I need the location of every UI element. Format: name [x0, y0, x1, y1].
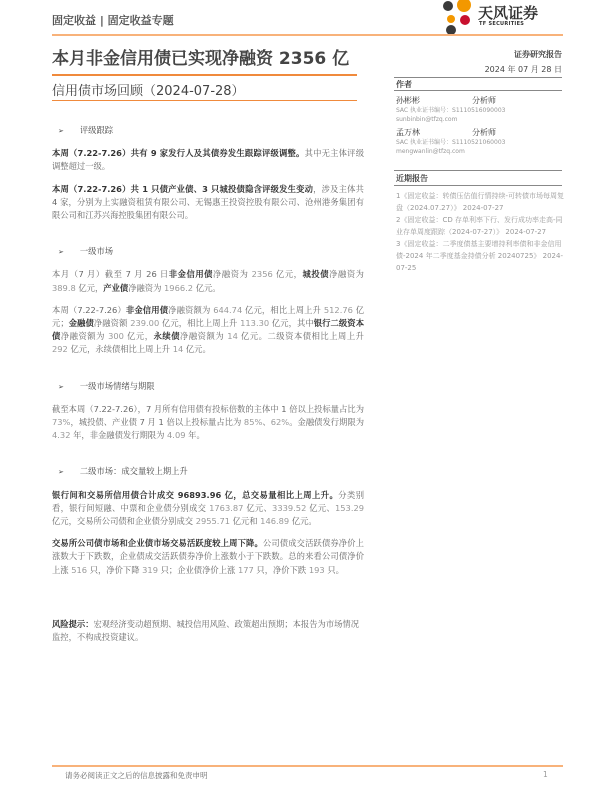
spacer	[52, 451, 364, 465]
text-segment: 亿元，相比上周上升	[242, 304, 324, 315]
author-role: 分析师	[472, 128, 496, 137]
spacer	[52, 366, 364, 380]
text-segment: 年，非金融债发行期限为	[70, 430, 168, 441]
text-segment: 净融资额为	[60, 331, 109, 342]
sidebar-divider	[394, 77, 562, 78]
company-logo	[440, 0, 570, 32]
report-date: 2024 年 07 月 28 日	[484, 65, 562, 74]
author-card	[396, 95, 566, 124]
number-text: 62%	[270, 417, 290, 428]
bold-text: 交易所公司债市场和企业债市场交易活跃度较上周下降。	[52, 538, 263, 549]
page-number: 1	[543, 770, 548, 779]
sidebar-divider	[394, 170, 562, 171]
text-segment: 本周（7.22-7.26）	[52, 304, 126, 315]
report-body	[52, 124, 364, 600]
number-text: 239.00	[130, 318, 160, 329]
recent-report-item[interactable]: 3《固定收益：二季度债基主要增持利率债和非金信用债-2024 年二季度基金持债分析 20240725》 2024-07-25	[396, 240, 563, 272]
spacer	[52, 586, 364, 600]
section-heading	[58, 465, 364, 479]
text-segment: 截至本周（7.22-7.26），7 月所有信用债有投标倍数的主体中 1 倍以上投标量占比为	[52, 403, 364, 414]
text-segment: ，城投债、产业债 7 月 1 倍以上投标量占比为	[70, 417, 244, 428]
section-heading	[58, 245, 364, 259]
text-segment: 、	[262, 417, 271, 428]
bold-text: 银行二级资本债	[52, 318, 364, 342]
author-email[interactable]: mengwanlin@tfzq.com	[396, 148, 465, 155]
text-segment: 亿元，	[75, 282, 104, 293]
number-text: 389.8	[52, 282, 76, 293]
paragraph	[52, 268, 364, 294]
sidebar-divider	[394, 185, 562, 186]
subtitle-underline	[52, 100, 357, 101]
number-text: 73%	[52, 417, 71, 428]
number-text: 292	[52, 344, 68, 355]
text-segment: 亿元，其中	[269, 318, 314, 329]
section-heading-text: 一级市场	[79, 246, 114, 257]
section-heading-text: 一级市场情绪与期限	[79, 380, 155, 391]
section-heading	[58, 124, 364, 138]
text-segment: 亿元。	[289, 516, 317, 527]
text-segment: 只，净价下跌	[253, 564, 309, 575]
text-segment: 亿元，	[272, 269, 303, 280]
number-text: 177	[237, 564, 254, 575]
risk-warning	[52, 618, 364, 644]
bullet-arrow-icon: ➢	[58, 248, 64, 257]
text-segment: 只。	[324, 564, 344, 575]
number-text: 4.32	[52, 430, 71, 441]
text-segment: 亿元，永续债相比上周上升	[67, 344, 173, 355]
section-heading	[58, 380, 364, 394]
number-text: 2356	[251, 269, 273, 280]
number-text: 512.76	[323, 304, 353, 315]
bullet-arrow-icon: ➢	[58, 127, 64, 135]
logo-subtext: TF SECURITIES	[479, 21, 525, 27]
number-text: 14	[227, 331, 238, 342]
risk-label: 风险提示：	[52, 619, 94, 629]
text-segment: 亿元，相比上周上升	[159, 318, 241, 329]
authors-heading: 作者	[396, 80, 412, 89]
bold-text: 银行间和交易所信用债合计成交 96893.96 亿，总交易量相比上周上升。	[52, 489, 339, 500]
text-segment: 净融资为	[213, 269, 252, 280]
section-heading-text: 二级市场：成交量较上期上升	[79, 466, 188, 477]
bold-text: 城投债	[302, 269, 330, 280]
number-text: 1966.2	[164, 282, 194, 293]
author-name: 孟万林	[396, 128, 420, 137]
text-segment: 净融资为	[128, 282, 165, 293]
number-text: 319	[142, 564, 158, 575]
text-segment: 其中无主体评级调整超过一级。	[52, 148, 364, 172]
text-segment: 亿元、	[306, 502, 335, 513]
text-segment: 亿元。	[193, 282, 221, 293]
number-text: 193	[308, 564, 325, 575]
paragraph	[52, 183, 364, 223]
author-sac: SAC 执业证书编号：S1110521060003	[396, 139, 506, 146]
text-segment: 亿元；	[52, 304, 364, 329]
text-segment: 净融资额	[93, 318, 131, 329]
paragraph	[52, 489, 364, 529]
footer-disclaimer: 请务必阅读正文之后的信息披露和免责申明	[65, 771, 208, 780]
text-segment: 分类别看，银行间短融、中票和企业债分别成交	[52, 489, 364, 513]
text-segment: 年。	[185, 430, 205, 441]
recent-reports-heading: 近期报告	[396, 174, 428, 183]
bold-text: 金融债	[68, 318, 94, 329]
number-text: 85%	[243, 417, 263, 428]
number-text: 153.29	[334, 502, 365, 513]
text-segment: 亿元，	[123, 331, 154, 342]
title-underline	[52, 74, 357, 76]
paragraph	[52, 403, 364, 443]
text-segment: 本月（7 月）截至 7 月 26 日	[52, 269, 169, 280]
header-divider	[52, 34, 563, 36]
section-heading-text: 评级跟踪	[79, 125, 114, 135]
text-segment: 亿元和	[230, 516, 261, 527]
text-segment: 。金融债发行期限为	[289, 417, 364, 428]
logo-mark-icon	[440, 0, 476, 34]
text-segment: 亿元。二级资本债相比上周上升	[237, 331, 364, 342]
recent-report-item[interactable]: 1《固定收益：转债压估值行情持续-可转债市场每周复盘（2024.07.27）》 2024-07-27	[396, 192, 564, 212]
recent-reports-list	[396, 190, 564, 274]
spacer	[52, 231, 364, 245]
bullet-arrow-icon: ➢	[58, 468, 64, 477]
paragraph	[52, 147, 364, 173]
text-segment: ，涉及主体共 4 家，分别为上实融资租赁有限公司、无锡惠王投资控股有限公司、沧州港务集团有限公司和江苏兴海控股集团有限公司。	[52, 183, 364, 221]
report-type: 证券研究报告	[514, 50, 562, 59]
recent-report-item[interactable]: 2《固定收益：CD 存单利率下行、发行成功率走高-同业存单周度跟踪（2024-07-27）》 2024-07-27	[396, 216, 563, 236]
number-text: 1763.87	[209, 502, 244, 513]
number-text: 14	[172, 344, 184, 355]
text-segment: 亿元。	[183, 344, 211, 355]
text-segment: 亿元，交易所公司债和企业债分别成交	[52, 516, 196, 527]
text-segment: 亿元、	[243, 502, 273, 513]
text-segment: 只，净价下降	[87, 564, 143, 575]
bullet-arrow-icon: ➢	[58, 382, 64, 391]
text-segment: 净融资为	[329, 269, 364, 280]
bold-text: 非金信用债	[168, 269, 214, 280]
text-segment: 公司债成交活跃债券净价上涨数大于下跌数，企业债成交活跃债券净价上涨数小于下跌数。总的来看公司债净价上涨	[52, 538, 364, 575]
page-subtitle: 信用债市场回顾（2024-07-28）	[52, 84, 245, 99]
author-card	[396, 127, 566, 156]
author-sac: SAC 执业证书编号：S1110516090003	[396, 107, 506, 114]
page-title: 本月非金信用债已实现净融资 2356 亿	[52, 49, 350, 69]
bold-text: 永续债	[153, 331, 181, 342]
paragraph	[52, 304, 364, 357]
bold-text: 产业债	[103, 282, 129, 293]
number-text: 644.74	[213, 304, 243, 315]
number-text: 4.09	[167, 430, 186, 441]
bold-text: 本周（7.22-7.26）共有 9 家发行人及其债券发生跟踪评级调整。	[52, 148, 305, 159]
author-name: 孙彬彬	[396, 96, 420, 105]
text-segment: 净融资额为	[168, 304, 214, 315]
bold-text: 本周（7.22-7.26）共 1 只债产业债、3 只城投债隐含评级发生变动	[52, 183, 314, 194]
author-email[interactable]: sunbinbin@tfzq.com	[396, 116, 458, 123]
footer-divider	[52, 765, 563, 767]
number-text: 113.30	[240, 318, 270, 329]
number-text: 300	[108, 331, 124, 342]
bold-text: 非金信用债	[125, 304, 169, 315]
number-text: 3339.52	[272, 502, 307, 513]
paragraph	[52, 537, 364, 577]
text-segment: 只；企业债净价上涨	[157, 564, 238, 575]
author-role: 分析师	[472, 96, 496, 105]
logo-text: 天风证券	[478, 4, 539, 22]
sidebar-divider	[394, 90, 562, 91]
report-category: 固定收益 | 固定收益专题	[52, 14, 174, 27]
risk-text: 宏观经济变动超预期、城投信用风险、政策超出预期；本报告为市场情况监控，不构成投资建议。	[52, 619, 360, 643]
number-text: 2955.71	[195, 516, 230, 527]
number-text: 516	[71, 564, 88, 575]
number-text: 146.89	[260, 516, 290, 527]
text-segment: 净融资额为	[180, 331, 228, 342]
